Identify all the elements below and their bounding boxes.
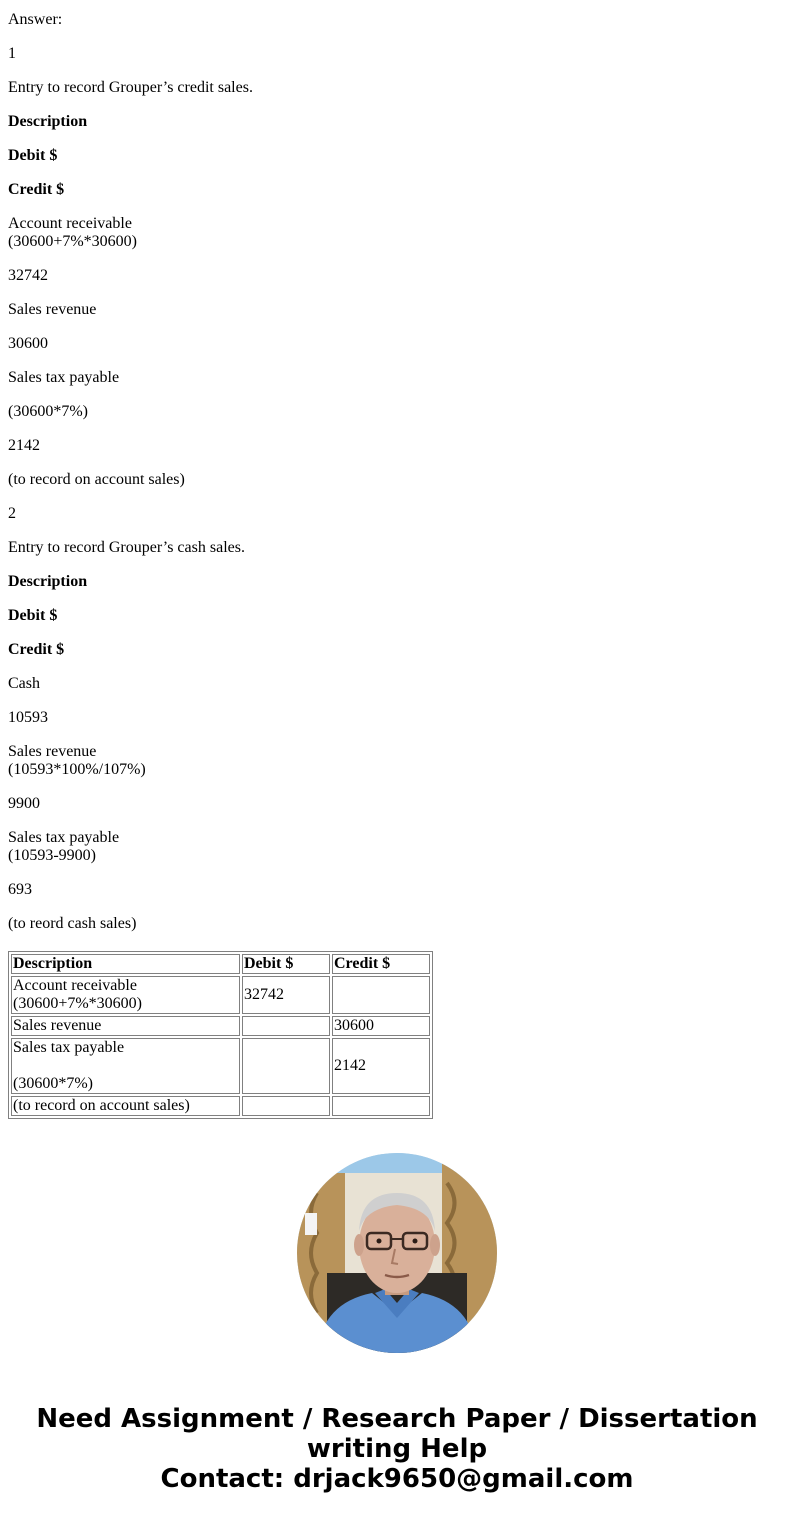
part2-line2-note: (10593*100%/107%) <box>8 761 146 778</box>
part2-line1-amount: 10593 <box>8 709 48 726</box>
promo-line2: writing Help <box>306 1434 488 1464</box>
table-cell-description <box>11 1038 240 1094</box>
part1-line1-account <box>8 215 778 251</box>
part2-line1-text: Cash <box>8 675 40 692</box>
part1-header-credit: Credit $ <box>8 181 65 198</box>
part2-line3-note: (10593-9900) <box>8 847 96 864</box>
part1-line2-amount: 30600 <box>8 335 48 352</box>
table-cell-credit <box>332 976 430 1014</box>
table-row <box>11 1016 430 1036</box>
table-header-row <box>11 954 430 974</box>
row3-desc-line1: Sales tax payable <box>13 1039 125 1056</box>
row3-desc-line2: (30600*7%) <box>13 1075 93 1092</box>
table-cell-credit: 30600 <box>332 1016 430 1036</box>
row1-desc-line1: Account receivable <box>13 977 137 994</box>
part2-title: Entry to record Grouper’s cash sales. <box>8 539 245 556</box>
table-cell-debit <box>242 1096 330 1116</box>
table-cell-debit <box>242 1038 330 1094</box>
promo-banner <box>0 1404 794 1494</box>
part1-title: Entry to record Grouper’s credit sales. <box>8 79 253 96</box>
part1-line2-text: Sales revenue <box>8 301 97 318</box>
table-cell-credit <box>332 1096 430 1116</box>
part1-line1-note: (30600+7%*30600) <box>8 233 138 250</box>
part2-line3-text: Sales tax payable <box>8 829 120 846</box>
part1-line1-amount: 32742 <box>8 267 48 284</box>
table-header-description: Description <box>11 954 240 974</box>
part2-header-description: Description <box>8 573 88 590</box>
row1-desc-line2: (30600+7%*30600) <box>13 995 143 1012</box>
part1-header-description: Description <box>8 113 88 130</box>
part2-line2-account <box>8 743 778 779</box>
part2-line3-account <box>8 829 778 865</box>
part1-line3-amount: 2142 <box>8 437 40 454</box>
part2-narration: (to reord cash sales) <box>8 915 137 932</box>
table-cell-credit: 2142 <box>332 1038 430 1094</box>
table-cell-description <box>11 976 240 1014</box>
promo-contact[interactable]: Contact: drjack9650@gmail.com <box>160 1464 634 1494</box>
person-photo-icon <box>297 1153 497 1353</box>
table-cell-debit: 32742 <box>242 976 330 1014</box>
part2-header-credit: Credit $ <box>8 641 65 658</box>
author-photo <box>297 1153 497 1353</box>
journal-table <box>8 951 433 1119</box>
table-cell-description: (to record on account sales) <box>11 1096 240 1116</box>
table-header-debit: Debit $ <box>242 954 330 974</box>
part1-line3-note: (30600*7%) <box>8 403 88 420</box>
table-cell-debit <box>242 1016 330 1036</box>
table-header-credit: Credit $ <box>332 954 430 974</box>
table-row <box>11 1096 430 1116</box>
part2-line2-amount: 9900 <box>8 795 40 812</box>
promo-line1: Need Assignment / Research Paper / Dissertation <box>36 1404 758 1434</box>
answer-label: Answer: <box>8 11 63 28</box>
part1-line1-text: Account receivable <box>8 215 132 232</box>
part1-header-debit: Debit $ <box>8 147 58 164</box>
part2-line2-text: Sales revenue <box>8 743 97 760</box>
part1-line3-text: Sales tax payable <box>8 369 120 386</box>
part2-line3-amount: 693 <box>8 881 32 898</box>
table-row <box>11 1038 430 1094</box>
answer-content <box>8 11 778 1119</box>
table-cell-description: Sales revenue <box>11 1016 240 1036</box>
part1-narration: (to record on account sales) <box>8 471 185 488</box>
part1-number: 1 <box>8 45 16 62</box>
part2-header-debit: Debit $ <box>8 607 58 624</box>
part2-number: 2 <box>8 505 16 522</box>
table-row <box>11 976 430 1014</box>
